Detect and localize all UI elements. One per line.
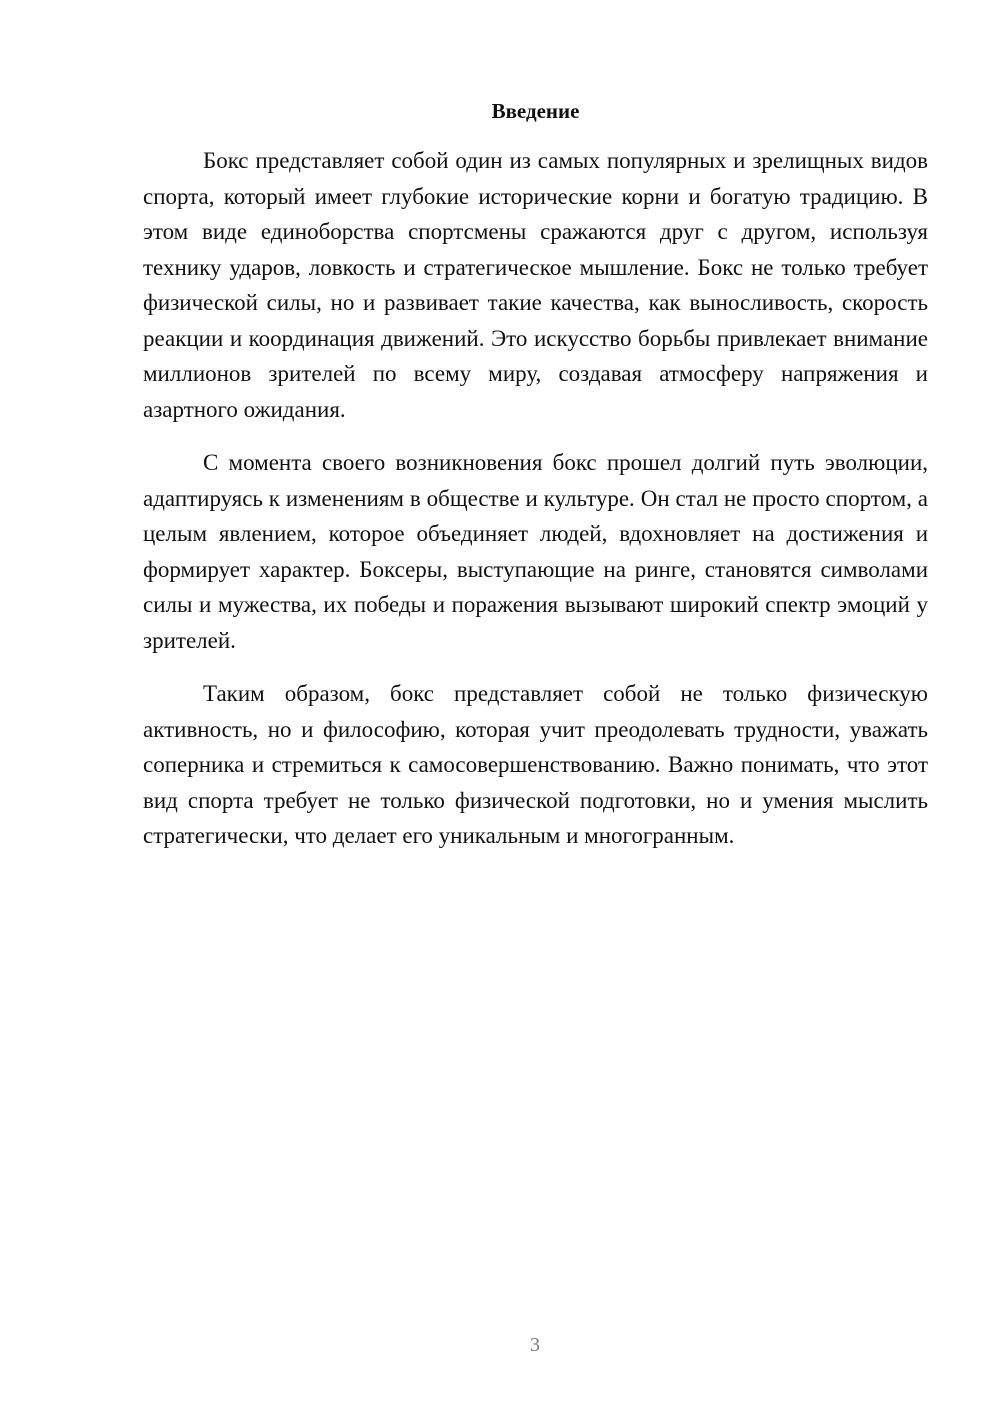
body-text (143, 143, 928, 872)
page-number: 3 (530, 1334, 540, 1356)
paragraph-1: Бокс представляет собой один из самых популярных и зрелищных видов спорта, который имеет глубокие исторические корни и богатую традицию. В этом виде единоборства спортсмены сражаются друг с другом, используя технику ударов, ловкость и стратегическое мышление. Бокс не только требует физической силы, но и развивает такие качества, как выносливость, скорость реакции и координация движений. Это искусство борьбы привлекает внимание миллионов зрителей по всему миру, создавая атмосферу напряжения и азартного ожидания. (143, 148, 928, 422)
paragraph-2: С момента своего возникновения бокс прошел долгий путь эволюции, адаптируясь к изменениям в обществе и культуре. Он стал не просто спортом, а целым явлением, которое объединяет людей, вдохновляет на достижения и формирует характер. Боксеры, выступающие на ринге, становятся символами силы и мужества, их победы и поражения вызывают широкий спектр эмоций у зрителей. (143, 450, 928, 653)
section-heading: Введение (491, 99, 580, 123)
paragraph-3: Таким образом, бокс представляет собой не только физическую активность, но и философию, которая учит преодолевать трудности, уважать соперника и стремиться к самосовершенствованию. Важно понимать, что этот вид спорта требует не только физической подготовки, но и умения мыслить стратегически, что делает его уникальным и многогранным. (143, 681, 928, 848)
